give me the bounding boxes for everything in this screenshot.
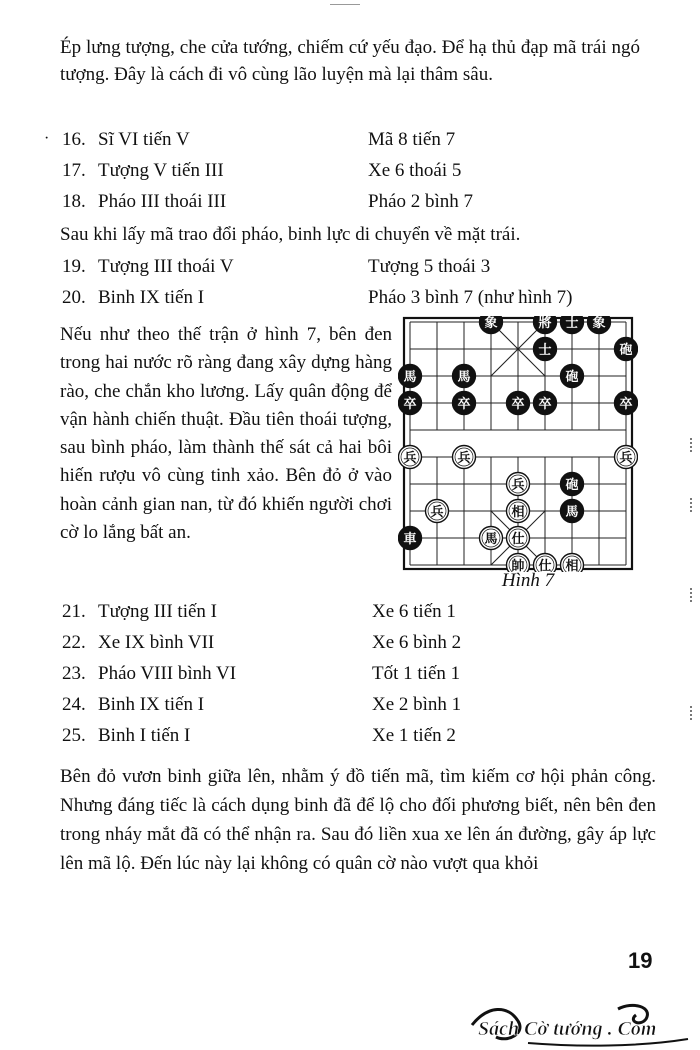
piece-glyph: 象 <box>484 316 498 331</box>
xiangqi-board-diagram <box>398 316 638 572</box>
piece-glyph: 砲 <box>565 370 579 385</box>
piece-glyph: 兵 <box>619 451 633 466</box>
move-black: Mã 8 tiến 7 <box>368 129 456 150</box>
move-red <box>62 286 204 310</box>
piece-glyph: 將 <box>538 316 552 331</box>
piece-glyph: 相 <box>511 505 525 520</box>
move-red <box>62 255 234 279</box>
piece-glyph: 兵 <box>403 451 417 466</box>
move-red-text: Tượng III tiến I <box>98 601 218 622</box>
margin-bullet: · <box>44 130 50 147</box>
move-number: 25. <box>62 725 86 746</box>
move-black: Xe 6 tiến 1 <box>372 601 456 622</box>
move-number: 19. <box>62 256 86 277</box>
piece-glyph: 相 <box>565 559 579 572</box>
move-black: Tốt 1 tiến 1 <box>372 663 461 684</box>
top-edge-mark <box>330 0 360 5</box>
edge-mark <box>690 438 700 452</box>
move-red-text: Pháo III thoái III <box>98 191 227 212</box>
move-red-text: Binh I tiến I <box>98 725 191 746</box>
move-red <box>62 190 226 214</box>
piece-glyph: 仕 <box>538 559 552 572</box>
piece-glyph: 卒 <box>538 397 552 412</box>
move-black: Tượng 5 thoái 3 <box>368 256 491 277</box>
move-red-text: Binh IX tiến I <box>98 694 205 715</box>
piece-glyph: 帥 <box>511 559 525 572</box>
piece-glyph: 馬 <box>457 370 471 385</box>
piece-glyph: 車 <box>403 532 417 547</box>
move-red-text: Tượng V tiến III <box>98 160 224 181</box>
move-red <box>62 662 236 686</box>
piece-glyph: 兵 <box>511 478 525 493</box>
move-red <box>62 128 190 152</box>
move-number: 22. <box>62 632 86 653</box>
move-red-text: Pháo VIII bình VI <box>98 663 237 684</box>
move-number: 16. <box>62 129 86 150</box>
move-red-text: Tượng III thoái V <box>98 256 234 277</box>
move-black: Pháo 2 bình 7 <box>368 191 474 212</box>
move-black: Xe 2 bình 1 <box>372 694 462 715</box>
move-red <box>62 600 217 624</box>
move-number: 23. <box>62 663 86 684</box>
piece-glyph: 卒 <box>457 397 471 412</box>
piece-glyph: 砲 <box>619 343 633 358</box>
move-number: 17. <box>62 160 86 181</box>
piece-glyph: 卒 <box>511 397 525 412</box>
move-black: Pháo 3 bình 7 (như hình 7) <box>368 287 573 308</box>
figure-caption: Hình 7 <box>501 570 555 591</box>
move-black: Xe 1 tiến 2 <box>372 725 456 746</box>
piece-glyph: 馬 <box>484 532 498 547</box>
edge-mark <box>690 706 700 720</box>
move-red <box>62 724 190 748</box>
move-red <box>62 693 204 717</box>
move-red-text: Xe IX bình VII <box>98 632 215 653</box>
move-red-text: Sĩ VI tiến V <box>98 129 190 150</box>
move-number: 24. <box>62 694 86 715</box>
piece-glyph: 兵 <box>430 505 444 520</box>
piece-glyph: 仕 <box>511 532 525 547</box>
move-red <box>62 159 224 183</box>
paragraph-conclusion: Bên đỏ vươn binh giữa lên, nhằm ý đồ tiến mã, tìm kiếm cơ hội phản công. Nhưng đáng tiếc là cách dụng binh đã để lộ cho đối phương biết, nên bên đen trong nháy mắt đã có thể nhận ra. Sau đó liền xua xe lên án đường, gây áp lực lên mã lộ. Đến lúc này lại không có quân cờ nào vượt qua khỏi <box>60 766 656 874</box>
edge-mark <box>690 588 700 602</box>
move-red-text: Binh IX tiến I <box>98 287 205 308</box>
move-number: 18. <box>62 191 86 212</box>
move-number: 21. <box>62 601 86 622</box>
piece-glyph: 卒 <box>619 397 633 412</box>
piece-glyph: 象 <box>592 316 606 331</box>
move-black: Xe 6 bình 2 <box>372 632 462 653</box>
edge-mark <box>690 498 700 512</box>
piece-glyph: 馬 <box>565 505 579 520</box>
page-number: 19 <box>628 948 653 973</box>
piece-glyph: 兵 <box>457 451 471 466</box>
site-logo <box>468 1003 698 1047</box>
move-red <box>62 631 214 655</box>
paragraph-analysis: Nếu như theo thế trận ở hình 7, bên đen trong hai nước rõ ràng đang xây dựng hàng rào, che chắn kho lương. Lấy quân động để vận hành chiến thuật. Đầu tiên thoái tượng, sau bình pháo, làm thành thế sát cả hai bôi hiến rượu vô cùng tinh xảo. Bên đỏ ở vào hoàn cảnh gian nan, từ đó khiến người chơi cờ lo lắng bất an. <box>60 324 392 544</box>
move-black: Xe 6 thoái 5 <box>368 160 462 181</box>
move-number: 20. <box>62 287 86 308</box>
svg-text:Sách Cờ tướng . Com: Sách Cờ tướng . Com <box>478 1018 657 1040</box>
piece-glyph: 砲 <box>565 478 579 493</box>
piece-glyph: 士 <box>565 316 579 331</box>
piece-glyph: 馬 <box>403 370 417 385</box>
paragraph-exchange: Sau khi lấy mã trao đổi pháo, binh lực di chuyển về mặt trái. <box>60 224 521 245</box>
piece-glyph: 卒 <box>403 397 417 412</box>
piece-glyph: 士 <box>538 343 552 358</box>
paragraph-intro: Ép lưng tượng, che cửa tướng, chiếm cứ yếu đạo. Để hạ thủ đạp mã trái ngó tượng. Đây là cách đi vô cùng lão luyện mà lại thâm sâu. <box>60 37 640 85</box>
